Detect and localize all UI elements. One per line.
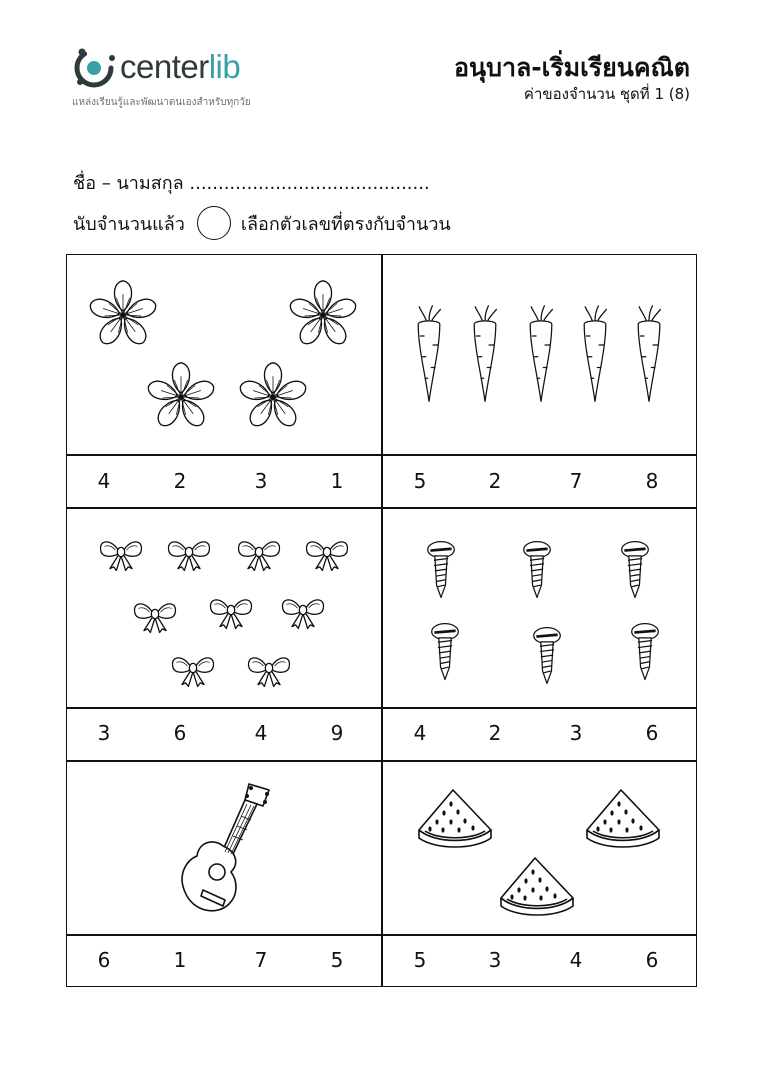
screw-icon <box>427 621 463 683</box>
instruction <box>73 206 451 240</box>
carrot-icon <box>523 299 559 409</box>
problem-6-options <box>383 936 697 986</box>
problem-grid <box>66 254 697 987</box>
screw-icon <box>617 539 653 601</box>
carrot-icon <box>467 299 503 409</box>
problem-2-picture <box>383 255 697 454</box>
answer-option[interactable]: 4 <box>254 721 268 745</box>
carrot-icon <box>577 299 613 409</box>
answer-option[interactable]: 2 <box>488 469 502 493</box>
answer-option[interactable]: 3 <box>254 469 268 493</box>
logo <box>72 44 302 110</box>
brand-name: centerlib <box>120 48 241 85</box>
answer-option[interactable]: 3 <box>569 721 583 745</box>
watermelon-icon <box>583 786 663 850</box>
answer-option[interactable]: 1 <box>173 948 187 972</box>
flower-icon <box>285 277 361 353</box>
problem-1-options <box>67 456 381 507</box>
brand-tagline: แหล่งเรียนรู้และพัฒนาตนเองสำหรับทุกวัย <box>72 97 251 108</box>
problem-3-picture <box>67 509 381 707</box>
answer-option[interactable]: 6 <box>97 948 111 972</box>
answer-option[interactable]: 4 <box>569 948 583 972</box>
flower-icon <box>235 359 311 435</box>
instruction-right: เลือกตัวเลขที่ตรงกับจำนวน <box>240 213 451 235</box>
bow-icon <box>303 531 351 573</box>
flower-icon <box>85 277 161 353</box>
problem-2-options <box>383 456 697 507</box>
problem-1-picture <box>67 255 381 454</box>
problem-6-picture <box>383 762 697 934</box>
answer-circle-icon <box>197 206 231 240</box>
screw-icon <box>627 621 663 683</box>
bow-icon <box>235 531 283 573</box>
answer-option[interactable]: 6 <box>645 721 659 745</box>
answer-option[interactable]: 5 <box>413 469 427 493</box>
answer-option[interactable]: 8 <box>645 469 659 493</box>
answer-option[interactable]: 4 <box>413 721 427 745</box>
bow-icon <box>169 647 217 689</box>
answer-option[interactable]: 6 <box>645 948 659 972</box>
screw-icon <box>529 625 565 687</box>
problem-5-options <box>67 936 381 986</box>
flower-icon <box>143 359 219 435</box>
bow-icon <box>207 589 255 631</box>
problem-4-picture <box>383 509 697 707</box>
bow-icon <box>131 593 179 635</box>
answer-option[interactable]: 2 <box>173 469 187 493</box>
answer-option[interactable]: 9 <box>330 721 344 745</box>
answer-option[interactable]: 7 <box>254 948 268 972</box>
answer-option[interactable]: 7 <box>569 469 583 493</box>
screw-icon <box>519 539 555 601</box>
answer-option[interactable]: 2 <box>488 721 502 745</box>
answer-option[interactable]: 5 <box>413 948 427 972</box>
answer-option[interactable]: 3 <box>97 721 111 745</box>
answer-option[interactable]: 6 <box>173 721 187 745</box>
answer-option[interactable]: 1 <box>330 469 344 493</box>
problem-3-options <box>67 709 381 760</box>
bow-icon <box>245 647 293 689</box>
carrot-icon <box>411 299 447 409</box>
instruction-left: นับจำนวนแล้ว <box>73 213 185 235</box>
watermelon-icon <box>415 786 495 850</box>
guitar-icon <box>177 780 277 920</box>
worksheet-title: อนุบาล-เริ่มเรียนคณิต <box>453 53 690 82</box>
bow-icon <box>279 589 327 631</box>
problem-4-options <box>383 709 697 760</box>
name-field[interactable]: ชื่อ – นามสกุล .......................................... <box>73 173 430 194</box>
bow-icon <box>97 531 145 573</box>
watermelon-icon <box>497 854 577 918</box>
logo-icon <box>72 44 116 88</box>
problem-5-picture <box>67 762 381 934</box>
answer-option[interactable]: 3 <box>488 948 502 972</box>
answer-option[interactable]: 4 <box>97 469 111 493</box>
screw-icon <box>423 539 459 601</box>
bow-icon <box>165 531 213 573</box>
answer-option[interactable]: 5 <box>330 948 344 972</box>
carrot-icon <box>631 299 667 409</box>
worksheet-subtitle: ค่าของจำนวน ชุดที่ 1 (8) <box>523 85 690 103</box>
